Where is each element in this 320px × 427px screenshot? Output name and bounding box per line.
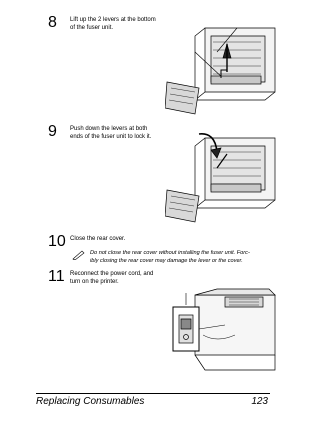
step-text-line: of the fuser unit.: [70, 25, 114, 31]
printer-power-switch-illustration: [165, 285, 280, 375]
step-number: 11: [48, 268, 65, 285]
footer-divider: [36, 393, 270, 394]
fuser-lever-lock-illustration: [165, 128, 280, 228]
note-line: Do not close the rear cover without installing the fuser unit. Forc-: [90, 250, 250, 256]
note-pencil-icon: [72, 250, 86, 260]
footer-section-title: Replacing Consumables: [36, 396, 145, 407]
step-11: [48, 270, 153, 286]
step-number: 10: [48, 233, 66, 250]
step-text-line: Close the rear cover.: [70, 236, 126, 242]
note-text: [90, 250, 250, 265]
fuser-lever-lift-illustration: [165, 22, 280, 122]
step-text-line: Lift up the 2 levers at the bottom: [70, 17, 156, 23]
step-text-line: Push down the levers at both: [70, 126, 148, 132]
step-text: [70, 16, 156, 32]
step-text: [70, 270, 153, 286]
step-10: [48, 235, 125, 249]
step-number: 9: [48, 123, 57, 140]
step-9: [48, 125, 151, 141]
step-number: 8: [48, 14, 57, 31]
step-text-line: ends of the fuser unit to lock it.: [70, 134, 152, 140]
note: [72, 250, 272, 265]
step-8: [48, 16, 156, 32]
step-text: [70, 125, 151, 141]
page-number: 123: [251, 396, 268, 407]
step-text: [70, 235, 125, 243]
step-text-line: turn on the printer.: [70, 279, 119, 285]
note-line: ibly closing the rear cover may damage the lever or the cover.: [90, 257, 243, 264]
step-text-line: Reconnect the power cord, and: [70, 271, 154, 277]
